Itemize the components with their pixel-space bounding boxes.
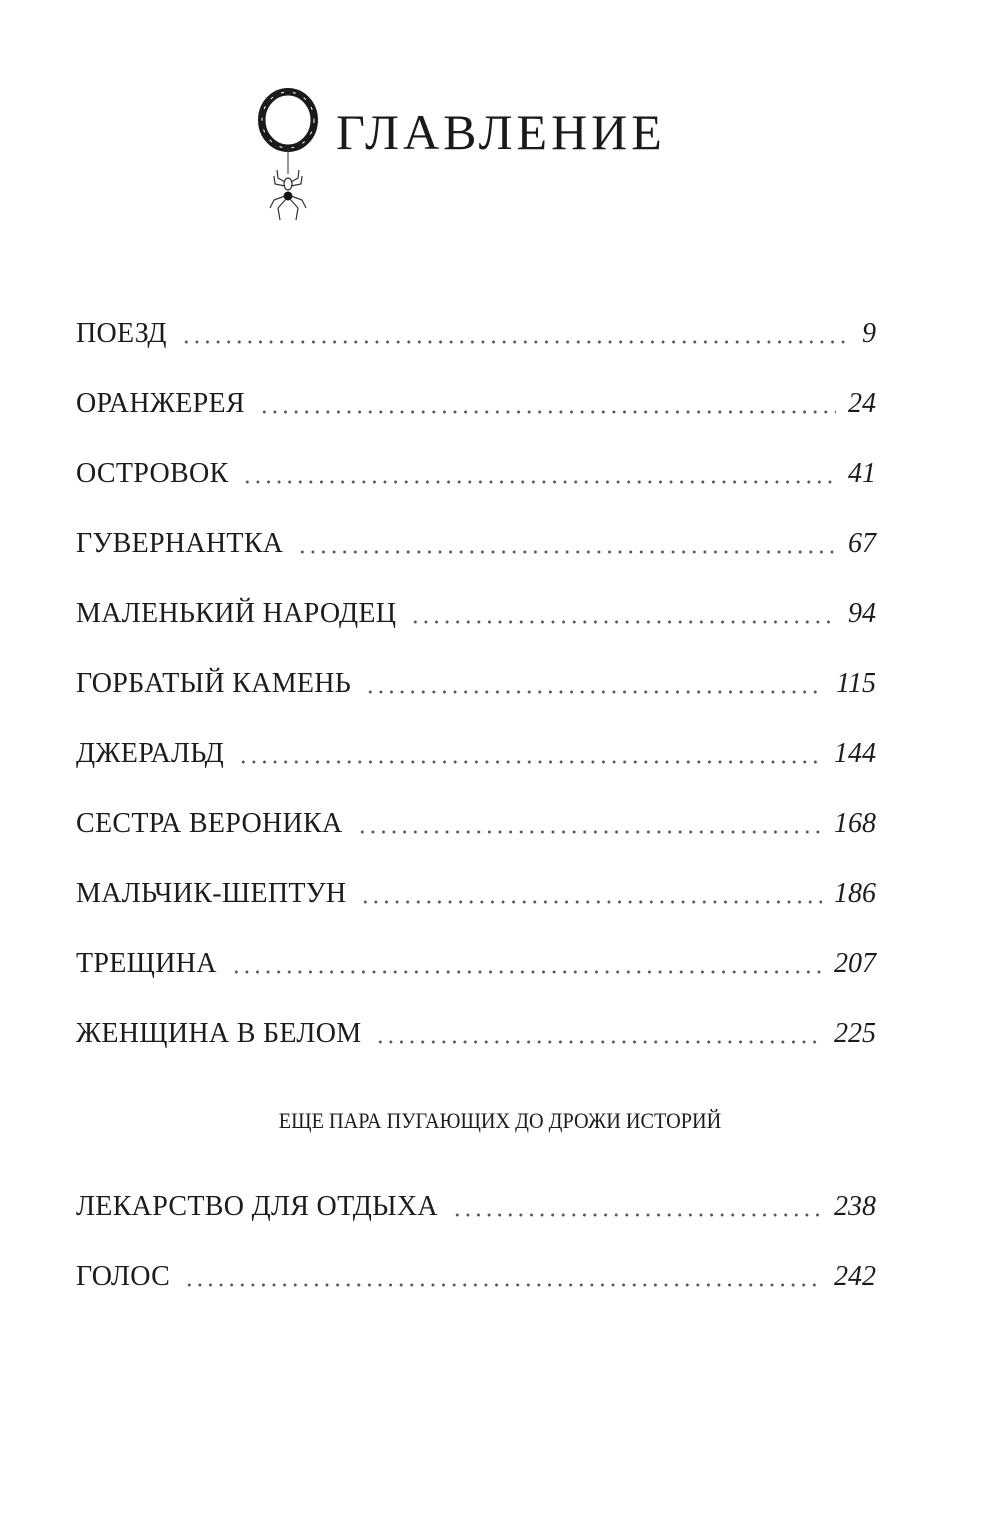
toc-entry-page: 24 xyxy=(848,388,876,419)
toc-entry-title: МАЛЕНЬКИЙ НАРОДЕЦ xyxy=(76,598,397,629)
dot-leader xyxy=(231,970,822,974)
toc-entry[interactable] xyxy=(76,1257,876,1297)
toc-entry[interactable] xyxy=(76,664,876,704)
section-heading: ЕЩЕ ПАРА ПУГАЮЩИХ ДО ДРОЖИ ИСТОРИЙ xyxy=(278,1108,722,1133)
toc-entry-title: ГОРБАТЫЙ КАМЕНЬ xyxy=(76,668,352,699)
dot-leader xyxy=(360,900,822,904)
title-text: ГЛАВЛЕНИЕ xyxy=(336,104,666,160)
toc-entry-title: ГОЛОС xyxy=(76,1261,171,1292)
toc-entry[interactable] xyxy=(76,1014,876,1054)
toc-entry-page: 41 xyxy=(848,458,876,489)
toc-entry-title: ТРЕЩИНА xyxy=(76,948,217,979)
toc-entry[interactable] xyxy=(76,944,876,984)
spider-icon xyxy=(264,148,314,228)
toc-entry[interactable] xyxy=(76,804,876,844)
toc-entry[interactable] xyxy=(76,1187,876,1227)
dot-leader xyxy=(410,620,836,624)
toc-entry[interactable] xyxy=(76,524,876,564)
toc-entry-page: 144 xyxy=(834,738,876,769)
dot-leader xyxy=(184,1283,822,1287)
dot-leader xyxy=(365,690,824,694)
dot-leader xyxy=(238,760,822,764)
toc-entry-page: 115 xyxy=(836,668,876,699)
toc-entry-title: ОРАНЖЕРЕЯ xyxy=(76,388,245,419)
toc-entry-title: МАЛЬЧИК-ШЕПТУН xyxy=(76,878,347,909)
toc-entry-title: ОСТРОВОК xyxy=(76,458,229,489)
dot-leader xyxy=(242,480,836,484)
dot-leader xyxy=(297,550,836,554)
dot-leader xyxy=(375,1040,822,1044)
dot-leader xyxy=(452,1213,822,1217)
toc-entry[interactable] xyxy=(76,314,876,354)
toc-entry-page: 67 xyxy=(848,528,876,559)
toc-entry-page: 9 xyxy=(862,318,876,349)
toc-entry-page: 225 xyxy=(834,1018,876,1049)
toc-entry[interactable] xyxy=(76,454,876,494)
toc-entry-page: 242 xyxy=(834,1261,876,1292)
toc-entry-title: ДЖЕРАЛЬД xyxy=(76,738,225,769)
page-title xyxy=(256,88,716,228)
dot-leader xyxy=(357,830,822,834)
toc-entry-title: СЕСТРА ВЕРОНИКА xyxy=(76,808,343,839)
dot-leader xyxy=(259,410,836,414)
toc-entry-title: ПОЕЗД xyxy=(76,318,167,349)
toc-entry[interactable] xyxy=(76,874,876,914)
toc-entry-title: ГУВЕРНАНТКА xyxy=(76,528,284,559)
toc-entry-page: 186 xyxy=(834,878,876,909)
dot-leader xyxy=(181,340,850,344)
toc-entry-title: ЖЕНЩИНА В БЕЛОМ xyxy=(76,1018,362,1049)
toc-entry[interactable] xyxy=(76,384,876,424)
toc-entry[interactable] xyxy=(76,594,876,634)
toc-entry-page: 94 xyxy=(848,598,876,629)
toc-entry[interactable] xyxy=(76,734,876,774)
toc-entry-page: 207 xyxy=(834,948,876,979)
ornate-initial-o-icon xyxy=(256,88,320,152)
toc-entry-page: 168 xyxy=(834,808,876,839)
toc-entry-title: ЛЕКАРСТВО ДЛЯ ОТДЫХА xyxy=(76,1191,438,1222)
toc-entry-page: 238 xyxy=(834,1191,876,1222)
